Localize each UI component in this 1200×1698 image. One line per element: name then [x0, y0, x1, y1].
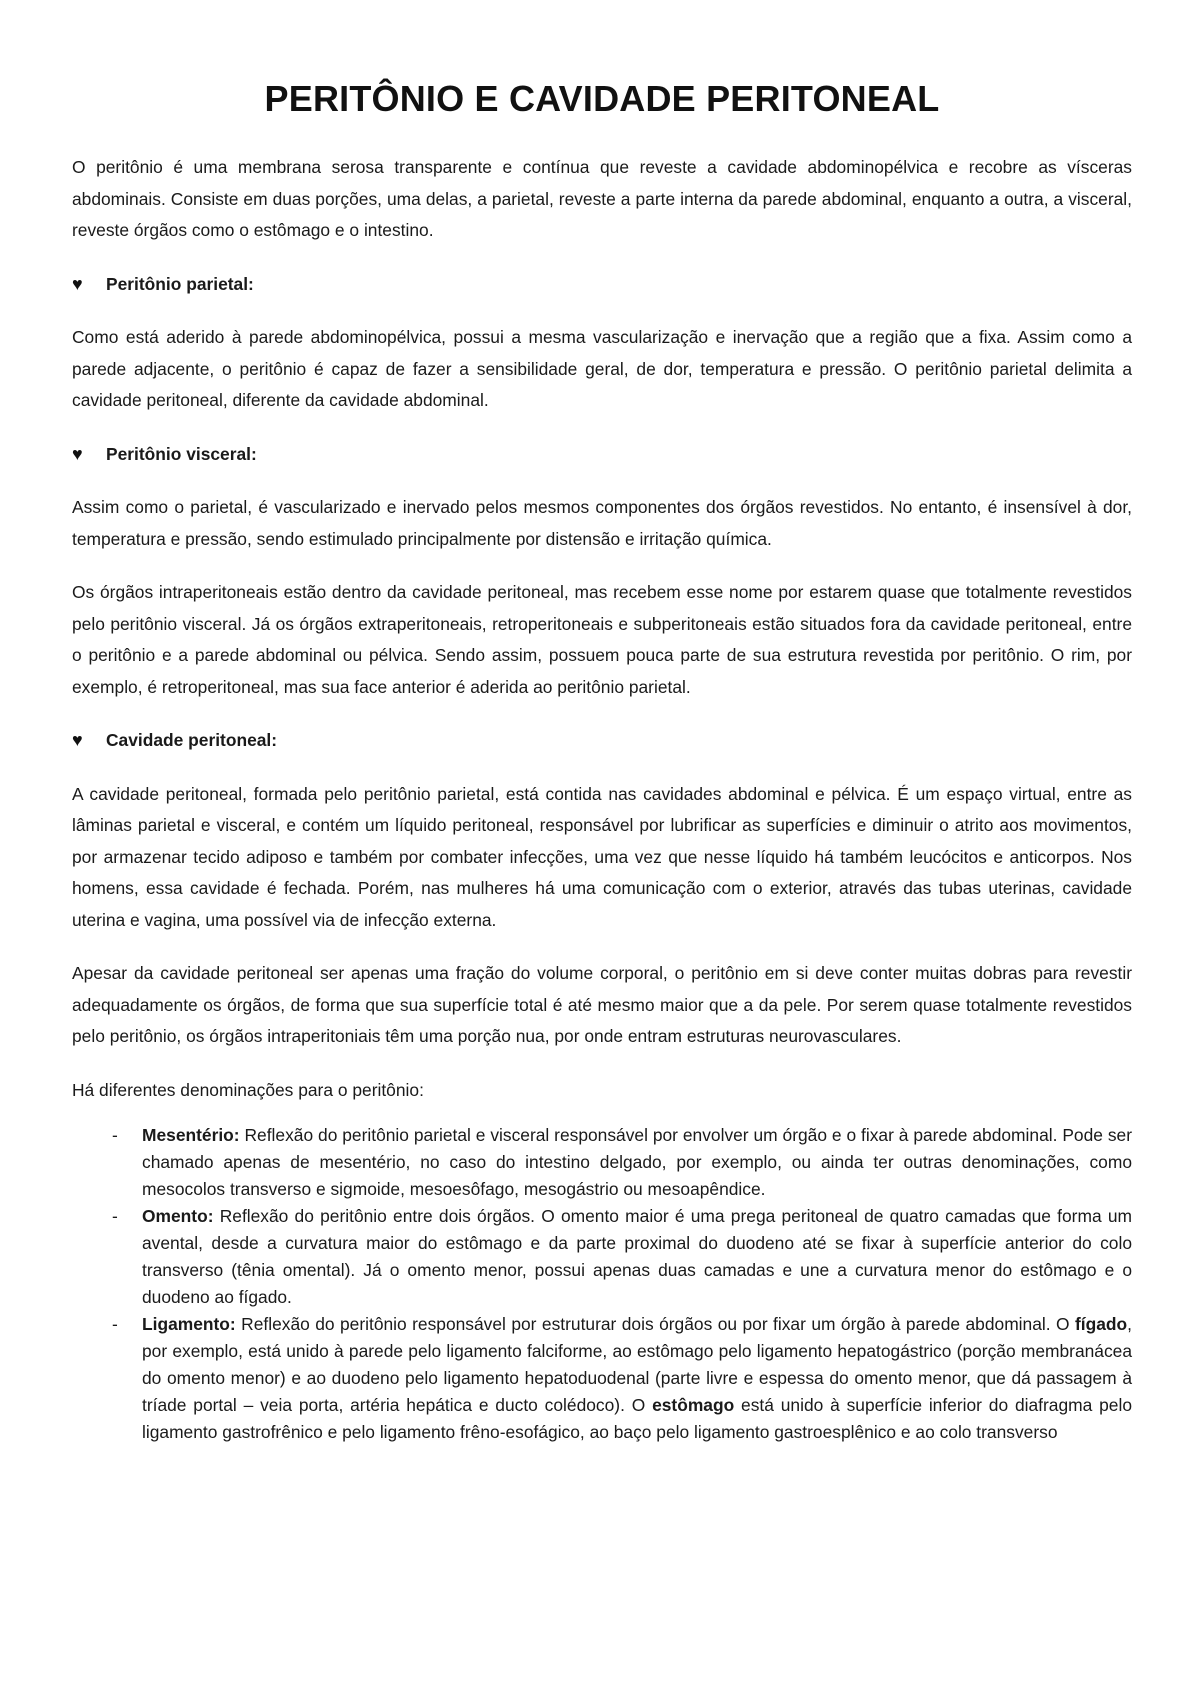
- paragraph: Há diferentes denominações para o peritônio:: [72, 1079, 424, 1100]
- section-heading-visceral: [72, 439, 1132, 471]
- section-heading-text: Peritônio parietal:: [106, 273, 254, 294]
- definition-text: Reflexão do peritônio parietal e visceral responsável por envolver um órgão e o fixar à parede abdominal. Pode ser chamado apenas de mesentério, no caso do intestino delgado, por exemplo, ou ainda ter outras denominações, como mesocolos transverso e sigmoide, mesoesôfago, mesogástrio ou mesoapêndice.: [142, 1125, 1132, 1199]
- list-dash: -: [112, 1125, 118, 1145]
- definition-term: Ligamento:: [142, 1314, 236, 1334]
- list-item: [72, 1203, 1132, 1311]
- section-heading-parietal: [72, 269, 1132, 301]
- definition-emphasis: estômago: [652, 1395, 735, 1415]
- paragraph: Assim como o parietal, é vascularizado e inervado pelos mesmos componentes dos órgãos revestidos. No entanto, é insensível à dor, temperatura e pressão, sendo estimulado principalmente por distensão e irritação química.: [72, 497, 1132, 549]
- definition-term: Omento:: [142, 1206, 214, 1226]
- definition-text: está unido à superfície inferior do diafragma pelo ligamento gastrofrênico e pelo ligamento frêno-esofágico, ao baço pelo ligamento gastroesplênico e ao colo transverso: [142, 1395, 1132, 1442]
- heart-icon: ♥: [72, 443, 83, 464]
- section-heading-cavidade: [72, 725, 1132, 757]
- definition-text: Reflexão do peritônio entre dois órgãos. O omento maior é uma prega peritoneal de quatro camadas que forma um avental, desde a curvatura maior do estômago e da parte proximal do duodeno até se fixar à superfície anterior do colo transverso (tênia omental). Já o omento menor, possui apenas duas camadas e une a curvatura menor do estômago e o duodeno ao fígado.: [142, 1206, 1132, 1307]
- paragraph: Apesar da cavidade peritoneal ser apenas uma fração do volume corporal, o peritônio em si deve conter muitas dobras para revestir adequadamente os órgãos, de forma que sua superfície total é até mesmo maior que a da pele. Por serem quase totalmente revestidos pelo peritônio, os órgãos intraperitoniais têm uma porção nua, por onde entram estruturas neurovasculares.: [72, 963, 1132, 1046]
- section-heading-text: Cavidade peritoneal:: [106, 730, 278, 750]
- paragraph: A cavidade peritoneal, formada pelo peritônio parietal, está contida nas cavidades abdominal e pélvica. É um espaço virtual, entre as lâminas parietal e visceral, e contém um líquido peritoneal, responsável por lubrificar as superfícies e diminuir o atrito aos movimentos, por armazenar tecido adiposo e também por combater infecções, uma vez que nesse líquido há também leucócitos e anticorpos. Nos homens, essa cavidade é fechada. Porém, nas mulheres há uma comunicação com o exterior, através das tubas uterinas, cavidade uterina e vagina, uma possível via de infecção externa.: [72, 783, 1132, 930]
- list-dash: -: [112, 1206, 118, 1226]
- paragraph: Como está aderido à parede abdominopélvica, possui a mesma vascularização e inervação que a região que a fixa. Assim como a parede adjacente, o peritônio é capaz de fazer a sensibilidade geral, de dor, temperatura e pressão. O peritônio parietal delimita a cavidade peritoneal, diferente da cavidade abdominal.: [72, 327, 1132, 410]
- definition-list: [72, 1122, 1132, 1446]
- heart-icon: ♥: [72, 273, 83, 294]
- section-heading-text: Peritônio visceral:: [106, 443, 257, 464]
- definition-text: Reflexão do peritônio responsável por estruturar dois órgãos ou por fixar um órgão à parede abdominal. O: [235, 1314, 1075, 1334]
- list-dash: -: [112, 1314, 118, 1334]
- intro-paragraph: O peritônio é uma membrana serosa transparente e contínua que reveste a cavidade abdominopélvica e recobre as vísceras abdominais. Consiste em duas porções, uma delas, a parietal, reveste a parte interna da parede abdominal, enquanto a outra, a visceral, reveste órgãos como o estômago e o intestino.: [72, 157, 1132, 240]
- paragraph: Os órgãos intraperitoneais estão dentro da cavidade peritoneal, mas recebem esse nome por estarem quase que totalmente revestidos pelo peritônio visceral. Já os órgãos extraperitoneais, retroperitoneais e subperitoneais estão situados fora da cavidade peritoneal, entre o peritônio e a parede abdominal ou pélvica. Sendo assim, possuem pouca parte de sua estrutura revestida por peritônio. O rim, por exemplo, é retroperitoneal, mas sua face anterior é aderida ao peritônio parietal.: [72, 582, 1132, 697]
- page-title: PERITÔNIO E CAVIDADE PERITONEAL: [264, 78, 940, 119]
- definition-text: , por exemplo, está unido à parede pelo ligamento falciforme, ao estômago pelo ligamento hepatogástrico (porção membranácea do omento menor) e ao duodeno pelo ligamento hepatoduodenal (parte livre e espessa do omento menor, que dá passagem à tríade portal – veia porta, artéria hepática e ducto colédoco). O: [142, 1314, 1132, 1415]
- heart-icon: ♥: [72, 730, 83, 750]
- list-item: [72, 1311, 1132, 1446]
- definition-term: Mesentério:: [142, 1125, 240, 1145]
- list-item: [72, 1122, 1132, 1203]
- definition-emphasis: fígado: [1074, 1314, 1128, 1334]
